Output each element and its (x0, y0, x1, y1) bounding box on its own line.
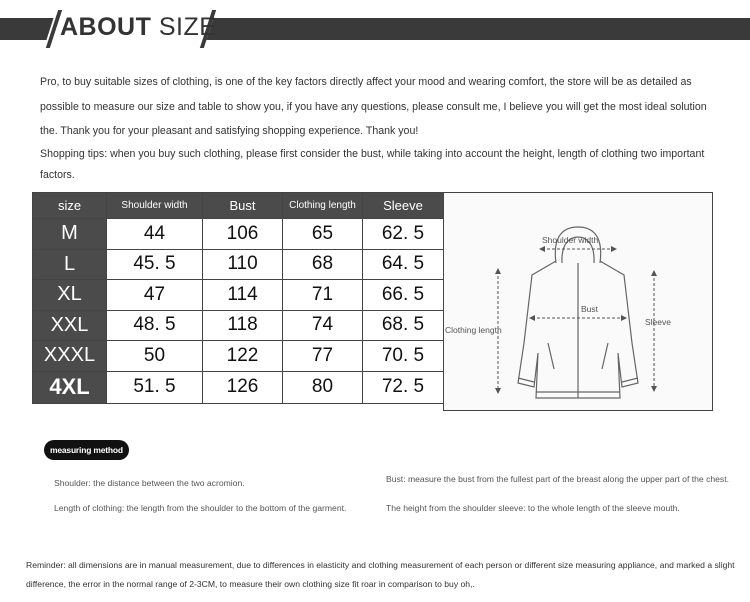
shoulder-cell: 44 (107, 219, 203, 250)
measure-lines (498, 249, 654, 391)
shoulder-cell: 51. 5 (107, 371, 203, 403)
clothing-length-label: Clothing length (445, 325, 502, 335)
shoulder-cell: 48. 5 (107, 310, 203, 341)
reminder-note: Reminder: all dimensions are in manual measurement, due to differences in elasticity and clothing measurement of each person or different size measuring appliance, and marked a slight difference, the error in the normal range of 2-3CM, to measure their own clothing size fit roar in comparison to buy oh,. (26, 560, 735, 589)
table-row (33, 249, 444, 280)
size-cell: M (33, 219, 107, 250)
length-definition: Length of clothing: the length from the shoulder to the bottom of the garment. (54, 503, 347, 513)
bust-cell: 122 (203, 341, 283, 372)
measuring-method-badge: measuring method (44, 440, 129, 460)
table-header-row (33, 193, 444, 219)
table-row (33, 371, 444, 403)
col-header-sleeve: Sleeve (363, 193, 444, 219)
title-bold: ABOUT (60, 13, 152, 41)
size-cell: 4XL (33, 371, 107, 403)
col-header-shoulder: Shoulder width (107, 193, 203, 219)
bust-cell: 118 (203, 310, 283, 341)
bust-cell: 114 (203, 280, 283, 311)
bust-definition: Bust: measure the bust from the fullest part of the breast along the upper part of the chest. (386, 474, 729, 484)
sleeve-cell: 64. 5 (363, 249, 444, 280)
size-table (32, 192, 444, 404)
bust-label: Bust (581, 304, 599, 314)
page-title (60, 13, 216, 42)
shopping-tips: Shopping tips: when you buy such clothing, please first consider the bust, while taking into account the height, length of clothing two important factors. (40, 148, 705, 181)
title-light: SIZE (158, 13, 217, 41)
size-cell: XL (33, 280, 107, 311)
length-cell: 77 (283, 341, 363, 372)
size-cell: XXXL (33, 341, 107, 372)
sleeve-definition: The height from the shoulder sleeve: to the whole length of the sleeve mouth. (386, 503, 680, 513)
table-row (33, 310, 444, 341)
shoulder-cell: 45. 5 (107, 249, 203, 280)
measurement-diagram (443, 192, 713, 411)
col-header-size: size (33, 193, 107, 219)
sleeve-cell: 72. 5 (363, 371, 444, 403)
sleeve-cell: 66. 5 (363, 280, 444, 311)
table-row (33, 219, 444, 250)
shoulder-definition: Shoulder: the distance between the two acromion. (54, 478, 245, 488)
size-cell: L (33, 249, 107, 280)
bust-cell: 106 (203, 219, 283, 250)
shoulder-width-label: Shoulder width (542, 235, 599, 245)
sleeve-cell: 68. 5 (363, 310, 444, 341)
shoulder-cell: 50 (107, 341, 203, 372)
length-cell: 80 (283, 371, 363, 403)
hoodie-outline (518, 227, 638, 398)
col-header-bust: Bust (203, 193, 283, 219)
length-cell: 68 (283, 249, 363, 280)
size-cell: XXL (33, 310, 107, 341)
length-cell: 71 (283, 280, 363, 311)
sleeve-label: Sleeve (645, 317, 671, 327)
col-header-length: Clothing length (283, 193, 363, 219)
table-row (33, 341, 444, 372)
length-cell: 65 (283, 219, 363, 250)
sleeve-cell: 62. 5 (363, 219, 444, 250)
shoulder-cell: 47 (107, 280, 203, 311)
hoodie-illustration (444, 193, 712, 410)
intro-paragraph: Pro, to buy suitable sizes of clothing, is one of the key factors directly affect your mood and wearing comfort, the store will be as detailed as possible to measure our size and table to show you, if you have any questions, please consult me, I believe you will get the most ideal solution the. Thank you for your pleasant and satisfying shopping experience. Thank you! (40, 76, 707, 137)
bust-cell: 110 (203, 249, 283, 280)
table-row (33, 280, 444, 311)
bust-cell: 126 (203, 371, 283, 403)
length-cell: 74 (283, 310, 363, 341)
sleeve-cell: 70. 5 (363, 341, 444, 372)
